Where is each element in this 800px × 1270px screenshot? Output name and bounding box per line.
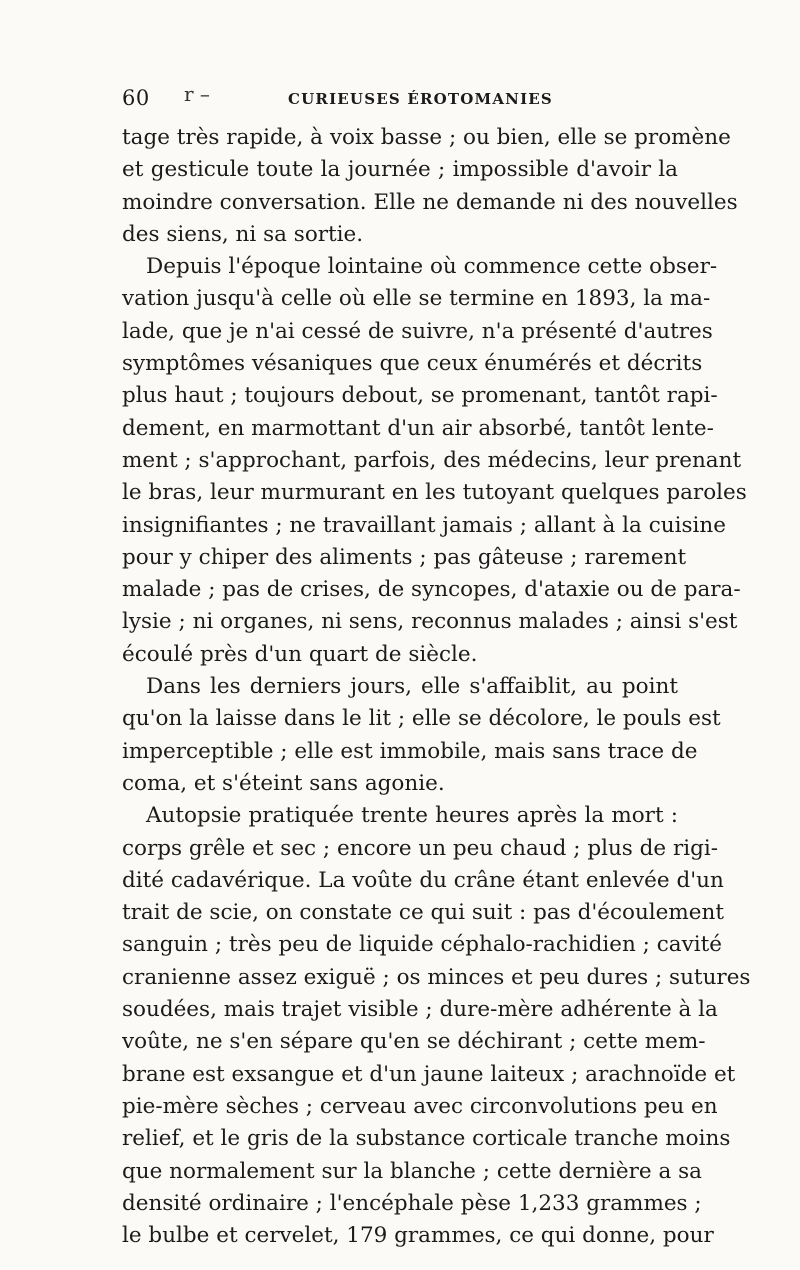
text-line: le bras, leur murmurant en les tutoyant quelques paroles bbox=[122, 480, 747, 506]
text-line: ment ; s'approchant, parfois, des médecins, leur prenant bbox=[122, 447, 742, 473]
text-line: des siens, ni sa sortie. bbox=[122, 221, 364, 247]
text-line: écoulé près d'un quart de siècle. bbox=[122, 641, 478, 667]
printer-mark: r – bbox=[184, 82, 210, 106]
text-line: et gesticule toute la journée ; impossible d'avoir la bbox=[122, 157, 678, 183]
text-line: que normalement sur la blanche ; cette dernière a sa bbox=[122, 1158, 702, 1184]
text-line: densité ordinaire ; l'encéphale pèse 1,233 grammes ; bbox=[122, 1190, 702, 1216]
text-line: dement, en marmottant d'un air absorbé, tantôt lente- bbox=[122, 415, 714, 441]
text-line: imperceptible ; elle est immobile, mais sans trace de bbox=[122, 738, 698, 764]
text-line: dité cadavérique. La voûte du crâne étant enlevée d'un bbox=[122, 867, 724, 893]
page-number: 60 bbox=[122, 86, 150, 110]
text-line: qu'on la laisse dans le lit ; elle se décolore, le pouls est bbox=[122, 706, 721, 732]
text-line: Depuis l'époque lointaine où commence cette obser- bbox=[146, 254, 718, 280]
text-line: insignifiantes ; ne travaillant jamais ; allant à la cuisine bbox=[122, 512, 726, 538]
text-line: pour y chiper des aliments ; pas gâteuse ; rarement bbox=[122, 544, 687, 570]
text-line: vation jusqu'à celle où elle se termine en 1893, la ma- bbox=[122, 286, 711, 312]
text-line: relief, et le gris de la substance corticale tranche moins bbox=[122, 1126, 731, 1152]
text-line: lysie ; ni organes, ni sens, reconnus malades ; ainsi s'est bbox=[122, 609, 738, 635]
text-line: malade ; pas de crises, de syncopes, d'ataxie ou de para- bbox=[122, 577, 741, 603]
text-line: trait de scie, on constate ce qui suit : pas d'écoulement bbox=[122, 900, 724, 926]
text-line: cranienne assez exiguë ; os minces et peu dures ; sutures bbox=[122, 964, 751, 990]
text-line: le bulbe et cervelet, 179 grammes, ce qui donne, pour bbox=[122, 1223, 714, 1249]
text-line: brane est exsangue et d'un jaune laiteux ; arachnoïde et bbox=[122, 1061, 736, 1087]
text-line: Autopsie pratiquée trente heures après la mort : bbox=[146, 803, 678, 829]
text-line: pie-mère sèches ; cerveau avec circonvolutions peu en bbox=[122, 1093, 718, 1119]
text-line: soudées, mais trajet visible ; dure-mère adhérente à la bbox=[122, 997, 718, 1023]
text-line: lade, que je n'ai cessé de suivre, n'a présenté d'autres bbox=[122, 318, 713, 344]
text-line: plus haut ; toujours debout, se promenant, tantôt rapi- bbox=[122, 383, 718, 409]
text-line: Dans les derniers jours, elle s'affaiblit, au point bbox=[146, 674, 678, 700]
body-text bbox=[122, 122, 751, 1252]
running-title: CURIEUSES ÉROTOMANIES bbox=[288, 90, 553, 108]
page-header bbox=[122, 82, 678, 116]
text-line: voûte, ne s'en sépare qu'en se déchirant ; cette mem- bbox=[122, 1029, 706, 1055]
text-line: coma, et s'éteint sans agonie. bbox=[122, 770, 445, 796]
text-line: moindre conversation. Elle ne demande ni des nouvelles bbox=[122, 189, 738, 215]
text-line: sanguin ; très peu de liquide céphalo-rachidien ; cavité bbox=[122, 932, 723, 958]
text-line: tage très rapide, à voix basse ; ou bien, elle se promène bbox=[122, 125, 731, 150]
text-line: symptômes vésaniques que ceux énumérés et décrits bbox=[122, 351, 703, 377]
text-line: corps grêle et sec ; encore un peu chaud ; plus de rigi- bbox=[122, 835, 719, 861]
